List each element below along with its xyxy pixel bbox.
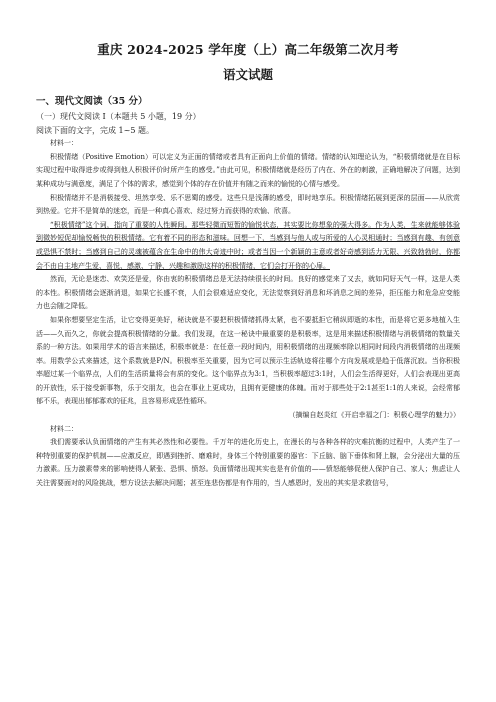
subsection-heading: （一）现代文阅读 I（本题共 5 小题，19 分） [36,112,201,121]
paragraph-4: 然而，无论是迷恋、欢笑还是爱，你由衷的积极情绪总是无法持续很长的时间。良好的感觉来了又去，就如同好天气一样，这是人类的本性。积极情绪会逐渐消退，如果它长盛不衰，人们会很难适应变化，无法觉察到好消息和坏消息之间的差异，拒压能力和危急应变能力也会随之降低。 [36,275,460,311]
section-heading: 一、现代文阅读（35 分） [36,96,148,107]
paragraph-6: 我们需要承认负面情绪的产生有其必然性和必要性。千万年的进化历史上，在漫长的与各种各样的灾难抗衡的过程中，人类产生了一种特别重要的保护机制——应激反应，即遇到挫折、磨难时，身体三个特别重要的器官：下丘脑、脑下垂体和肾上腺，会分泌出大量的压力激素。压力激素带来的影响使得人紧张、恐惧、愤怒。负面情绪出现其实也是有价值的——愤怒能够促使人保护自己、家人；焦虑让人关注需要面对的风险挑战，想方设法去解决问题；甚至连悲伤都是有作用的，当人感恩时，发出的其实是求救信号， [36,438,460,488]
exam-title: 重庆 2024-2025 学年度（上）高二年级第二次月考 [97,42,399,57]
material-2-label: 材料二： [50,424,78,433]
exam-subtitle: 语文试题 [222,67,273,82]
source-citation: （摘编自赵炎红《开启幸福之门：积极心理学的魅力》） [288,411,460,420]
paragraph-2: 积极情绪并不是消极接受、坦然享受、乐不思蜀的感受。这些只是浅薄的感受，即时地享乐。积极情绪拓展到更深的层面——从欣赏到热爱。它并不是简单的迷恋，而是一种真心喜欢、经过努力而获得的欢愉、欣喜。 [36,193,460,216]
paragraph-1: 积极情绪（Positive Emotion）可以定义为正面的情绪或者具有正面向上价值的情绪。情绪的认知理论认为，“积极情绪就是在目标实现过程中取得进步或得到他人积极评价时所产生的感受。”由此可见，积极情绪就是经历了内在、外在的刺激，正确地解决了问题，达到某种成功与满意度，满足了个体的需求，感觉到个体的存在价值并有随之而来的愉悦的心情与感受。 [36,152,460,188]
instruction-text: 阅读下面的文字，完成 1~5 题。 [36,125,154,135]
paragraph-3: “积极情绪”这个词，指向了重要的人性瞬间。那些轻微而短暂的愉悦状态，其实要比你想象的强大得多。作为人类，生来就能够体验到微妙短促却愉悦畅快的积极情绪。它有着不同的形态和滋味。回想一下，当感到与他人或与所爱的人心灵相通时；当感到有趣、有创意或恐惧不禁时；当感到自己的灵魂被蕴含在生命中的伟大奇迹中时；或者当因一个新颖的主意或者好奇感到活力无限、兴致勃勃时，你都会不由自主地产生爱、喜悦、感激、宁静、兴趣和激励这样的积极情绪，它们会打开你的心扉。 [36,220,460,270]
material-1-label: 材料一： [50,139,78,148]
paragraph-5: 如果你想要坚定生活，让它变得更美好，秘诀就是不要把积极情绪抓得太紧，也不要抵拒它稍纵即逝的本性，而是将它更多地植入生活——久而久之，你就会提高积极情绪的分量。我们发现，在这一秘诀中最重要的是积极率，这是用来描述积极情绪与消极情绪的数量关系的一种方法。如果用学术的语言来描述，积极率就是：在任意一段时间内，用积极情绪的出现频率除以相同时间段内消极情绪的出现频率。用数学公式来描述，这个系数就是P/N。积极率至关重要，因为它可以预示生活轨迹将往哪个方向发展或是趋于低落沉寂。当你积极率超过某一个临界点，人们的生活质量将会有质的变化。这个临界点为3:1，当积极率超过3:1时，人们会生活得更好，人们会表现出更高的开放性，乐于接受新事物，乐于交朋友，也会在事业上更成功，且拥有更健康的体魄。而对于那些处于2:1甚至1:1的人来说，会经常郁郁不乐，表现出郁郁寡欢的征兆，且容易形成恶性循环。 [36,315,460,406]
